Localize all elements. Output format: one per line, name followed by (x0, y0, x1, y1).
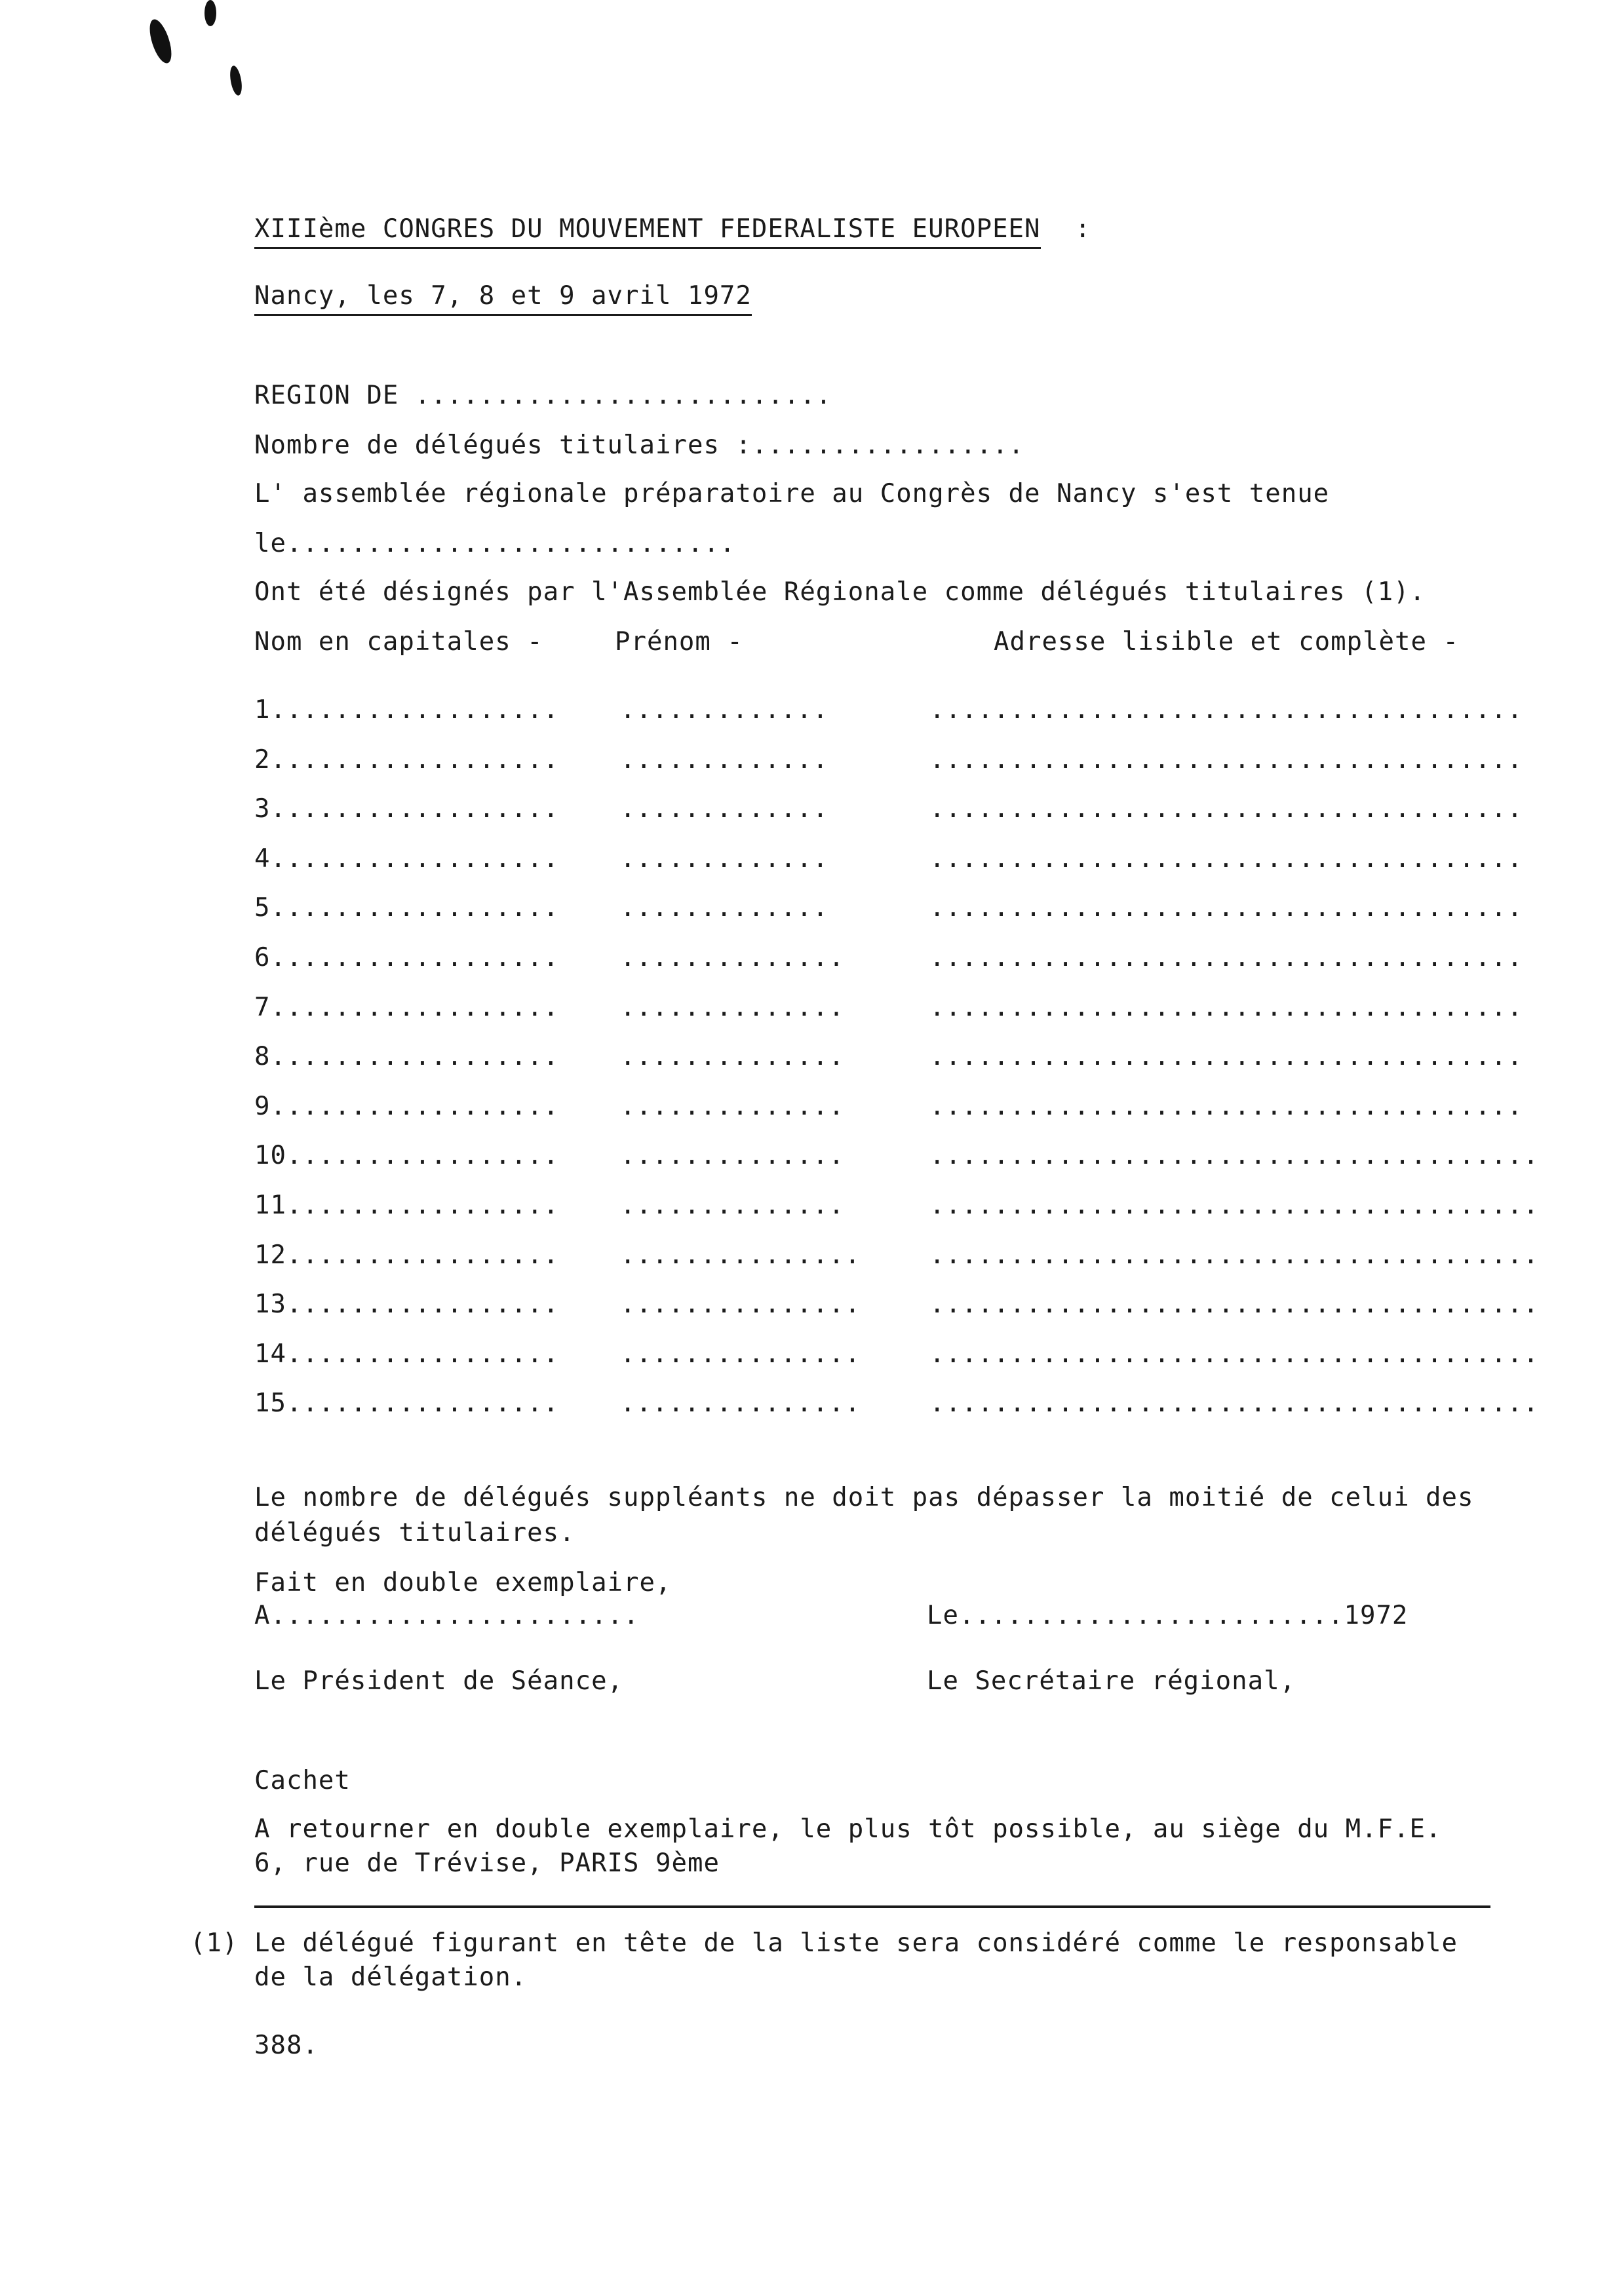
ink-blot (228, 65, 244, 96)
delegate-address-field: ..................................... (929, 1091, 1523, 1121)
delegate-firstname-field: ............... (620, 1339, 861, 1369)
delegate-address-field: ...................................... (929, 1240, 1540, 1270)
page-number: 388. (254, 2031, 319, 2060)
delegate-firstname-field: ............. (620, 695, 829, 725)
delegate-name-field: 11................. (254, 1191, 560, 1220)
delegate-name-field: 7.................. (254, 992, 560, 1022)
delegate-address-field: ..................................... (929, 992, 1523, 1022)
region-field: REGION DE .......................... (254, 381, 832, 410)
column-header-nom: Nom en capitales - (254, 627, 543, 657)
delegate-name-field: 10................. (254, 1141, 560, 1171)
document-title: XIIIème CONGRES DU MOUVEMENT FEDERALISTE EUROPEEN (254, 214, 1041, 249)
delegate-firstname-field: .............. (620, 992, 845, 1022)
delegate-address-field: ..................................... (929, 744, 1523, 775)
delegate-firstname-field: .............. (620, 1191, 845, 1220)
delegate-name-field: 6.................. (254, 943, 560, 972)
footnote-line-2: de la délégation. (254, 1962, 528, 1992)
delegate-name-field: 14................. (254, 1339, 560, 1369)
delegate-name-field: 1.................. (254, 695, 560, 725)
delegate-address-field: ...................................... (929, 1290, 1540, 1320)
delegate-firstname-field: ............... (620, 1290, 861, 1320)
footnote-line-1: Le délégué figurant en tête de la liste sera considéré comme le responsable (254, 1928, 1458, 1958)
assemblee-text: L' assemblée régionale préparatoire au Congrès de Nancy s'est tenue (254, 479, 1330, 508)
delegate-address-field: ..................................... (929, 893, 1523, 923)
return-line-2: 6, rue de Trévise, PARIS 9ème (254, 1848, 720, 1878)
delegate-firstname-field: .............. (620, 1042, 845, 1072)
delegate-name-field: 13................. (254, 1290, 560, 1320)
ink-blot (204, 0, 216, 26)
delegate-name-field: 2.................. (254, 744, 560, 775)
delegate-firstname-field: ............. (620, 794, 829, 824)
delegate-firstname-field: ............... (620, 1240, 861, 1270)
delegate-firstname-field: .............. (620, 943, 845, 972)
footnote-divider (254, 1905, 1490, 1908)
place-field: A....................... (254, 1601, 640, 1630)
delegate-firstname-field: ............. (620, 893, 829, 923)
delegate-address-field: ..................................... (929, 794, 1523, 824)
delegate-firstname-field: ............. (620, 843, 829, 873)
delegate-name-field: 8.................. (254, 1042, 560, 1072)
delegate-firstname-field: ............... (620, 1388, 861, 1419)
cachet-label: Cachet (254, 1766, 351, 1795)
delegate-name-field: 15................. (254, 1388, 560, 1419)
delegate-address-field: ..................................... (929, 943, 1523, 972)
secretaire-label: Le Secrétaire régional, (927, 1666, 1296, 1696)
delegate-name-field: 3.................. (254, 794, 560, 824)
delegate-name-field: 12................. (254, 1240, 560, 1270)
titulaires-count-field: Nombre de délégués titulaires :................. (254, 430, 1025, 460)
delegate-name-field: 4.................. (254, 843, 560, 873)
delegate-address-field: ..................................... (929, 843, 1523, 873)
delegate-firstname-field: ............. (620, 744, 829, 775)
footnote-marker: (1) (190, 1928, 239, 1958)
designes-text: Ont été désignés par l'Assemblée Régionale comme délégués titulaires (1). (254, 577, 1426, 607)
return-line-1: A retourner en double exemplaire, le plus tôt possible, au siège du M.F.E. (254, 1814, 1442, 1844)
delegate-address-field: ..................................... (929, 695, 1523, 725)
delegate-firstname-field: .............. (620, 1141, 845, 1171)
assemblee-date-field: le............................ (254, 529, 736, 558)
column-header-adresse: Adresse lisible et complète - (994, 627, 1459, 657)
president-label: Le Président de Séance, (254, 1666, 624, 1696)
delegate-address-field: ...................................... (929, 1141, 1540, 1171)
delegate-name-field: 9.................. (254, 1091, 560, 1121)
delegate-address-field: ...................................... (929, 1339, 1540, 1369)
document-subtitle: Nancy, les 7, 8 et 9 avril 1972 (254, 280, 752, 316)
fait-text: Fait en double exemplaire, (254, 1568, 672, 1598)
delegate-firstname-field: .............. (620, 1091, 845, 1121)
notice-line-2: délégués titulaires. (254, 1518, 575, 1548)
ink-blot (146, 17, 176, 66)
notice-line-1: Le nombre de délégués suppléants ne doit pas dépasser la moitié de celui des (254, 1483, 1474, 1512)
column-header-prenom: Prénom - (615, 627, 743, 657)
delegate-address-field: ..................................... (929, 1042, 1523, 1072)
delegate-address-field: ...................................... (929, 1388, 1540, 1419)
delegate-name-field: 5.................. (254, 893, 560, 923)
title-colon: : (1075, 214, 1091, 244)
delegate-address-field: ...................................... (929, 1191, 1540, 1220)
date-field: Le........................1972 (927, 1601, 1409, 1630)
